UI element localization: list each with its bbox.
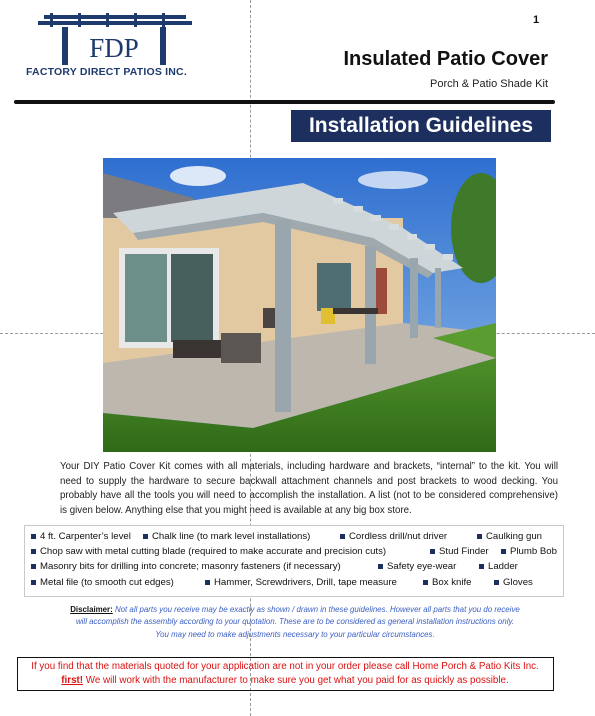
bullet-icon	[430, 549, 435, 554]
bullet-icon	[143, 534, 148, 539]
list-item: Caulking gun	[477, 531, 542, 542]
bullet-icon	[477, 534, 482, 539]
document-title: Insulated Patio Cover	[343, 48, 548, 70]
bullet-icon	[501, 549, 506, 554]
bullet-icon	[423, 580, 428, 585]
bullet-icon	[494, 580, 499, 585]
list-item: Safety eye-wear	[378, 561, 456, 572]
bullet-icon	[479, 564, 484, 569]
patio-cover-photo	[103, 158, 496, 452]
bullet-icon	[340, 534, 345, 539]
list-item: Hammer, Screwdrivers, Drill, tape measure	[205, 577, 397, 588]
list-item: Plumb Bob	[501, 546, 557, 557]
list-item: Cordless drill/nut driver	[340, 531, 447, 542]
list-item: Gloves	[494, 577, 533, 588]
header-divider	[14, 100, 555, 104]
list-item: Metal file (to smooth cut edges)	[31, 577, 174, 588]
bullet-icon	[378, 564, 383, 569]
list-item: Masonry bits for drilling into concrete; masonry fasteners (if necessary)	[31, 561, 341, 572]
list-item: Stud Finder	[430, 546, 489, 557]
alert-message	[25, 660, 545, 689]
list-item: 4 ft. Carpenter’s level	[31, 531, 131, 542]
intro-paragraph: Your DIY Patio Cover Kit comes with all materials, including hardware and brackets, “internal” to the kit. You will need to supply the hardware to secure backwall attachment channels and post brackets to wood decking. You probably have all the tools you will need to accomplish the installation. A list (not to be considered comprehensive) is given below. Anything else that you might need is available at any big box store.	[60, 461, 558, 516]
bullet-icon	[31, 580, 36, 585]
alert-emphasis: first!	[61, 675, 84, 687]
logo-monogram: FDP	[89, 33, 139, 63]
section-banner: Installation Guidelines	[291, 110, 551, 142]
list-item: Chop saw with metal cutting blade (required to make accurate and precision cuts)	[31, 546, 386, 557]
list-item: Box knife	[423, 577, 471, 588]
document-subtitle: Porch & Patio Shade Kit	[429, 78, 548, 90]
disclaimer-line-3: You may need to make adjustments necessary to your particular circumstances.	[155, 629, 435, 639]
page-number: 1	[533, 14, 540, 26]
bullet-icon	[205, 580, 210, 585]
bullet-icon	[31, 564, 36, 569]
bullet-icon	[31, 549, 36, 554]
disclaimer	[30, 604, 560, 641]
list-item: Chalk line (to mark level installations)	[143, 531, 310, 542]
bullet-icon	[31, 534, 36, 539]
disclaimer-line-1: Not all parts you receive may be exactly as shown / drawn in these guidelines. However all parts that you do receive	[114, 605, 520, 614]
disclaimer-line-2: will accomplish the assembly according to your quotation. These are to be considered as general installation instructions only.	[75, 617, 515, 627]
list-item: Ladder	[479, 561, 518, 572]
alert-text-part-2: We will work with the manufacturer to make sure you get what you paid for as quickly as possible.	[85, 675, 509, 687]
disclaimer-label: Disclaimer:	[70, 605, 113, 614]
logo-company-name: FACTORY DIRECT PATIOS INC.	[26, 66, 187, 78]
tools-list	[24, 525, 564, 597]
alert-text-part-1: If you find that the materials quoted for your application are not in your order please call Home Porch & Patio Kits Inc.	[31, 661, 539, 672]
pergola-logo-icon	[28, 12, 198, 74]
